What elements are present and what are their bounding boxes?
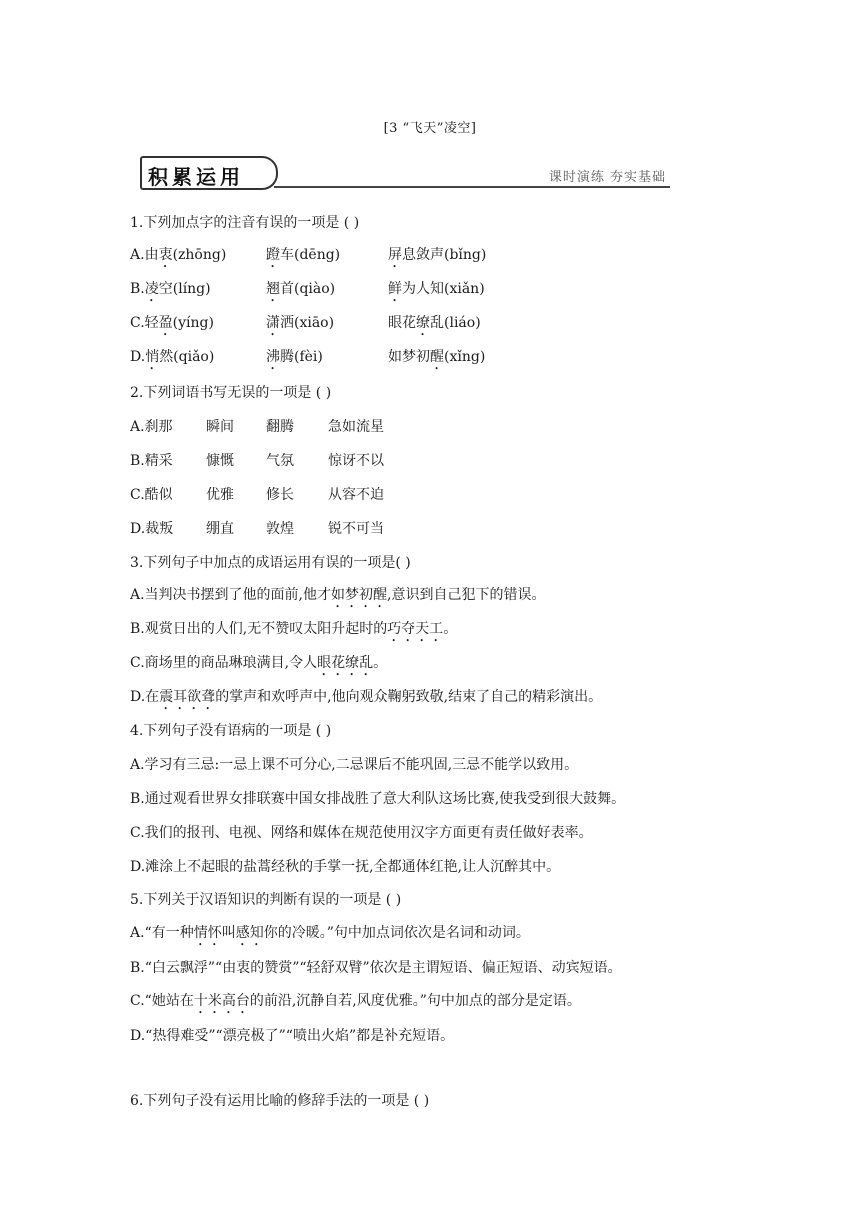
banner-title: 积累运用 [148,165,244,189]
q5-option-b[interactable]: B.“白云飘浮”“由衷的赞赏”“轻舒双臂”依次是主谓短语、偏正短语、动宾短语。 [130,960,622,976]
text: 如梦初 [388,349,430,365]
text: C.商场里的商品琳琅满目,令人 [130,655,318,671]
text: 乱(liáo) [430,315,481,331]
q4-option-b[interactable]: B.通过观看世界女排联赛中国女排战胜了意大利队这场比赛,使我受到很大鼓舞。 [130,791,626,807]
text: D.在 [130,689,160,705]
text: A.“有一种 [130,925,194,941]
question-4-stem: 4.下列句子没有语病的一项是 ( ) [130,723,332,739]
page-title: [3 “飞天”凌空] [383,121,477,136]
text: 眼花 [388,315,416,331]
text: (yíng) [172,315,214,331]
text: 轻 [144,315,159,331]
text: (zhōng) [172,247,227,263]
text: 息敛声(bǐng) [402,247,487,263]
text: 首(qiào) [280,281,336,297]
text: 为人知(xiǎn) [402,281,485,297]
dotted-phrase: 十米高台 [193,993,250,1009]
word: A.刹那 [130,419,173,435]
word: 慷慨 [206,453,234,469]
dotted-idiom: 震耳欲聋 [159,689,216,705]
q5-option-d[interactable]: D.“热得难受”“漂亮极了”“喷出火焰”都是补充短语。 [130,1028,455,1044]
question-2-stem: 2.下列词语书写无误的一项是 ( ) [130,385,332,401]
dotted-char: 屏 [388,247,402,263]
word: 敦煌 [266,521,294,537]
word: 绷直 [206,521,234,537]
q4-option-a[interactable]: A.学习有三忌:一忌上课不可分心,二忌课后不能巩固,三忌不能学以致用。 [130,757,579,773]
word: 气氛 [266,453,294,469]
text: C.“她站在 [130,993,194,1009]
dotted-char: 盈 [158,315,173,331]
dotted-idiom: 巧夺天工 [387,621,444,637]
dotted-char: 蹬 [266,247,280,263]
text: 然(qiǎo) [159,349,215,365]
text: ,意识到自己犯下的错误。 [387,587,546,603]
text: 腾(fèi) [280,349,323,365]
dotted-char: 潇 [266,315,280,331]
text: 由 [144,247,159,263]
word: 修长 [266,487,294,503]
text: (xǐng) [444,349,486,365]
text: A.当判决书摆到了他的面前,他才 [130,587,332,603]
text: B.观赏日出的人们,无不赞叹太阳升起时的 [130,621,388,637]
dotted-char: 悄 [145,349,160,365]
q3-option-b[interactable] [130,618,457,645]
word: 急如流星 [328,419,384,435]
text: 叫 [221,925,236,941]
dotted-char: 衷 [158,247,173,263]
word: 翻腾 [266,419,294,435]
word: 瞬间 [206,419,234,435]
dotted-idiom: 如梦初醒 [331,587,388,603]
text: 的前沿,沉静自若,风度优雅。”句中加点的部分是定语。 [249,993,581,1009]
q5-option-c[interactable] [130,990,581,1017]
dotted-char: 鲜 [388,281,402,297]
section-banner [140,152,670,190]
question-1-stem: 1.下列加点字的注音有误的一项是 ( ) [130,215,360,231]
dotted-char: 沸 [266,349,280,365]
q3-option-c[interactable] [130,652,387,679]
dotted-idiom: 眼花缭乱 [317,655,374,671]
option-label: C. [130,315,145,331]
text: 车(dēng) [280,247,341,263]
dotted-char: 凌 [144,281,159,297]
question-3-stem: 3.下列句子中加点的成语运用有误的一项是( ) [130,555,411,571]
question-6-stem: 6.下列句子没有运用比喻的修辞手法的一项是 ( ) [130,1093,430,1109]
text: 空(líng) [158,281,211,297]
word: 锐不可当 [328,521,384,537]
word: C.酷似 [130,487,173,503]
text: 的掌声和欢呼声中,他向观众鞠躬致敬,结束了自己的精彩演出。 [215,689,603,705]
q3-option-d[interactable] [130,686,602,713]
text: 洒(xiāo) [280,315,335,331]
text: 。 [373,655,388,671]
word: 从容不迫 [328,487,384,503]
option-label: B. [130,281,145,297]
word: 优雅 [206,487,234,503]
dotted-char: 醒 [430,349,444,365]
dotted-char: 缭 [416,315,430,331]
banner-label-box [140,156,278,190]
dotted-word: 感知 [235,925,264,941]
q5-option-a[interactable] [130,922,530,949]
option-label: D. [130,349,146,365]
question-5-stem: 5.下列关于汉语知识的判断有误的一项是 ( ) [130,892,402,908]
word: 惊讶不以 [328,453,384,469]
dotted-word: 情怀 [193,925,222,941]
word: B.精采 [130,453,173,469]
text: 你的冷暖。”句中加点词依次是名词和动词。 [263,925,530,941]
q4-option-c[interactable]: C.我们的报刊、电视、网络和媒体在规范使用汉字方面更有责任做好表率。 [130,825,593,841]
text: 。 [443,621,458,637]
option-label: A. [130,247,145,263]
dotted-char: 翘 [266,281,280,297]
q4-option-d[interactable]: D.滩涂上不起眼的盐蒿经秋的手掌一抚,全都通体红艳,让人沉醉其中。 [130,859,561,875]
word: D.裁叛 [130,521,174,537]
banner-rule [274,186,670,188]
banner-subtitle: 课时演练 夯实基础 [548,170,666,185]
q3-option-a[interactable] [130,584,545,611]
